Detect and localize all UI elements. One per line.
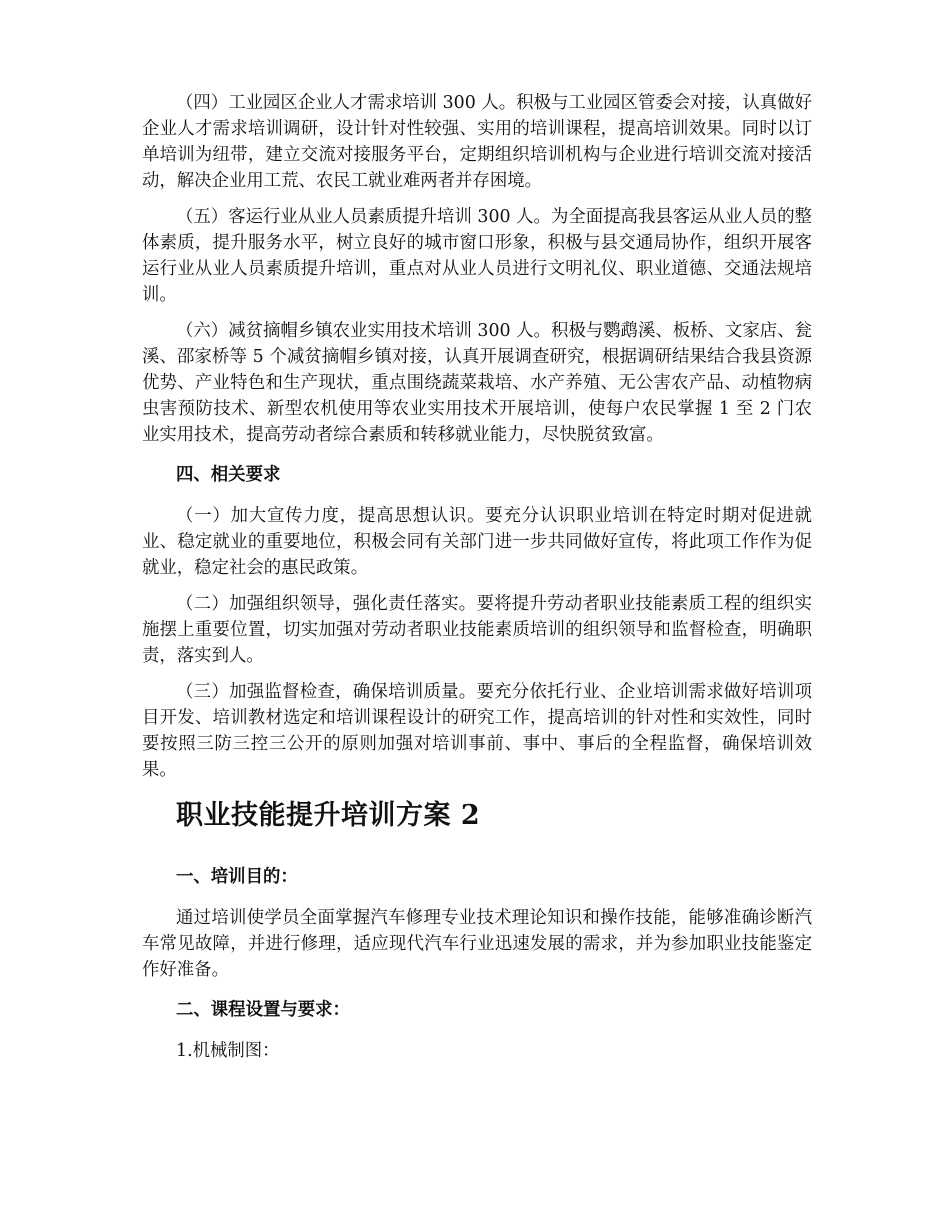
course-item-1: 1.机械制图：	[176, 1041, 280, 1061]
paragraph-item-5: （五）客运行业从业人员素质提升培训 300 人。为全面提高我县客运从业人员的整体素质，提升服务水平，树立良好的城市窗口形象，积极与县交通局协作，组织开展客运行业从业人员素质提升培训，重点对从业人员进行文明礼仪、职业道德、交通法规培训。	[142, 207, 812, 305]
paragraph-requirement-1: （一）加大宣传力度，提高思想认识。要充分认识职业培训在特定时期对促进就业、稳定就业的重要地位，积极会同有关部门进一步共同做好宣传，将此项工作作为促就业，稳定社会的惠民政策。	[142, 506, 812, 578]
paragraph-goal: 通过培训使学员全面掌握汽车修理专业技术理论知识和操作技能，能够准确诊断汽车常见故障，并进行修理，适应现代汽车行业迅速发展的需求，并为参加职业技能鉴定作好准备。	[142, 908, 812, 980]
document-title-2: 职业技能提升培训方案 2	[176, 800, 481, 831]
paragraph-item-4: （四）工业园区企业人才需求培训 300 人。积极与工业园区管委会对接，认真做好企业人才需求培训调研，设计针对性较强、实用的培训课程，提高培训效果。同时以订单培训为纽带，建立交流对接服务平台，定期组织培训机构与企业进行培训交流对接活动，解决企业用工荒、农民工就业难两者并存困境。	[142, 93, 812, 191]
section-heading-courses: 二、课程设置与要求：	[176, 1000, 350, 1020]
paragraph-requirement-2: （二）加强组织领导，强化责任落实。要将提升劳动者职业技能素质工程的组织实施摆上重要位置，切实加强对劳动者职业技能素质培训的组织领导和监督检查，明确职责，落实到人。	[142, 594, 812, 666]
section-heading-goal: 一、培训目的：	[176, 867, 298, 887]
section-heading-requirements: 四、相关要求	[176, 465, 281, 485]
document-page	[142, 90, 812, 1074]
paragraph-requirement-3: （三）加强监督检查，确保培训质量。要充分依托行业、企业培训需求做好培训项目开发、培训教材选定和培训课程设计的研究工作，提高培训的针对性和实效性，同时要按照三防三控三公开的原则加强对培训事前、事中、事后的全程监督，确保培训效果。	[142, 682, 812, 780]
paragraph-item-6: （六）减贫摘帽乡镇农业实用技术培训 300 人。积极与鹦鹉溪、板桥、文家店、瓮溪、邵家桥等 5 个减贫摘帽乡镇对接，认真开展调查研究，根据调研结果结合我县资源优势、产业特色和生产现状，重点围绕蔬菜栽培、水产养殖、无公害农产品、动植物病虫害预防技术、新型农机使用等农业实用技术开展培训，使每户农民掌握 1 至 2 门农业实用技术，提高劳动者综合素质和转移就业能力，尽快脱贫致富。	[142, 321, 812, 445]
